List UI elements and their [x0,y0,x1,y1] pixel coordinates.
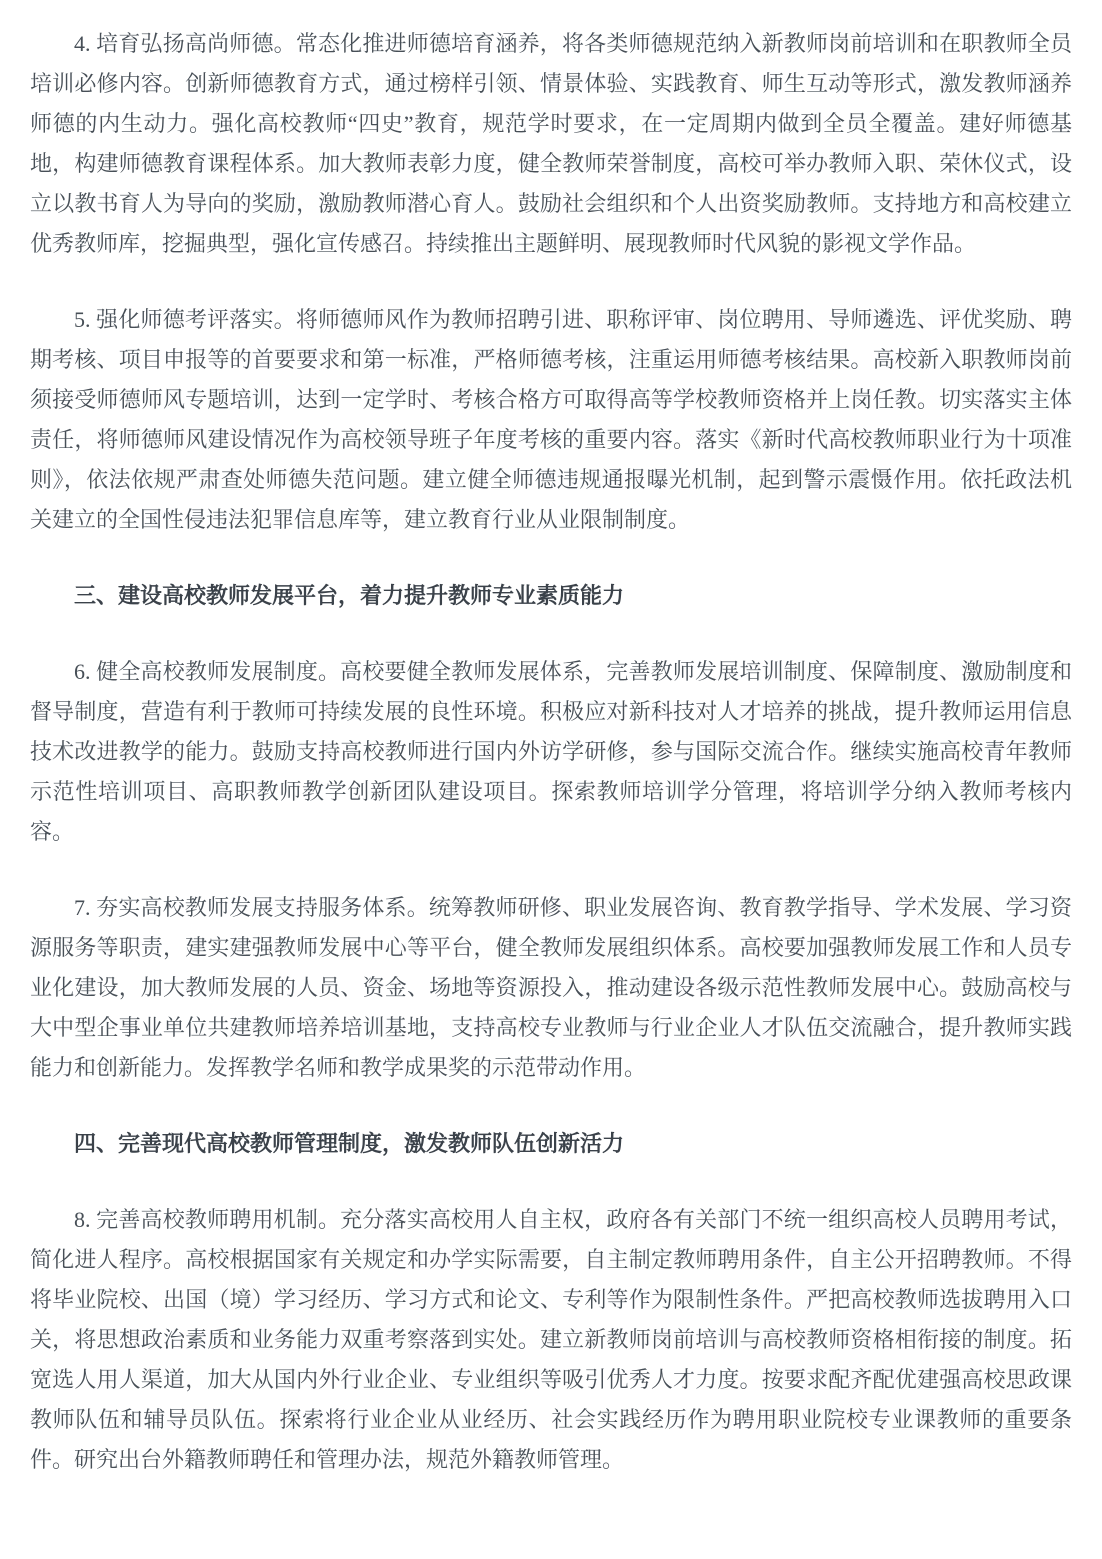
paragraph-item-7: 7. 夯实高校教师发展支持服务体系。统筹教师研修、职业发展咨询、教育教学指导、学术发展、学习资源服务等职责，建实建强教师发展中心等平台，健全教师发展组织体系。高校要加强教师发展工作和人员专业化建设，加大教师发展的人员、资金、场地等资源投入，推动建设各级示范性教师发展中心。鼓励高校与大中型企事业单位共建教师培养培训基地，支持高校专业教师与行业企业人才队伍交流融合，提升教师实践能力和创新能力。发挥教学名师和教学成果奖的示范带动作用。 [30,895,1072,1080]
paragraph-item-4: 4. 培育弘扬高尚师德。常态化推进师德培育涵养，将各类师德规范纳入新教师岗前培训和在职教师全员培训必修内容。创新师德教育方式，通过榜样引领、情景体验、实践教育、师生互动等形式，激发教师涵养师德的内生动力。强化高校教师“四史”教育，规范学时要求，在一定周期内做到全员全覆盖。建好师德基地，构建师德教育课程体系。加大教师表彰力度，健全教师荣誉制度，高校可举办教师入职、荣休仪式，设立以教书育人为导向的奖励，激励教师潜心育人。鼓励社会组织和个人出资奖励教师。支持地方和高校建立优秀教师库，挖掘典型，强化宣传感召。持续推出主题鲜明、展现教师时代风貌的影视文学作品。 [30,31,1072,256]
section-heading-3: 三、建设高校教师发展平台，着力提升教师专业素质能力 [74,583,625,608]
section-heading-4: 四、完善现代高校教师管理制度，激发教师队伍创新活力 [74,1131,625,1156]
paragraph-item-8: 8. 完善高校教师聘用机制。充分落实高校用人自主权，政府各有关部门不统一组织高校人员聘用考试，简化进人程序。高校根据国家有关规定和办学实际需要，自主制定教师聘用条件，自主公开招聘教师。不得将毕业院校、出国（境）学习经历、学习方式和论文、专利等作为限制性条件。严把高校教师选拔聘用入口关，将思想政治素质和业务能力双重考察落到实处。建立新教师岗前培训与高校教师资格相衔接的制度。拓宽选人用人渠道，加大从国内外行业企业、专业组织等吸引优秀人才力度。按要求配齐配优建强高校思政课教师队伍和辅导员队伍。探索将行业企业从业经历、社会实践经历作为聘用职业院校专业课教师的重要条件。研究出台外籍教师聘任和管理办法，规范外籍教师管理。 [30,1207,1072,1472]
paragraph-item-6: 6. 健全高校教师发展制度。高校要健全教师发展体系，完善教师发展培训制度、保障制度、激励制度和督导制度，营造有利于教师可持续发展的良性环境。积极应对新科技对人才培养的挑战，提升教师运用信息技术改进教学的能力。鼓励支持高校教师进行国内外访学研修，参与国际交流合作。继续实施高校青年教师示范性培训项目、高职教师教学创新团队建设项目。探索教师培训学分管理，将培训学分纳入教师考核内容。 [30,659,1072,844]
paragraph-item-5: 5. 强化师德考评落实。将师德师风作为教师招聘引进、职称评审、岗位聘用、导师遴选、评优奖励、聘期考核、项目申报等的首要要求和第一标准，严格师德考核，注重运用师德考核结果。高校新入职教师岗前须接受师德师风专题培训，达到一定学时、考核合格方可取得高等学校教师资格并上岗任教。切实落实主体责任，将师德师风建设情况作为高校领导班子年度考核的重要内容。落实《新时代高校教师职业行为十项准则》，依法依规严肃查处师德失范问题。建立健全师德违规通报曝光机制，起到警示震慑作用。依托政法机关建立的全国性侵违法犯罪信息库等，建立教育行业从业限制制度。 [30,307,1072,532]
